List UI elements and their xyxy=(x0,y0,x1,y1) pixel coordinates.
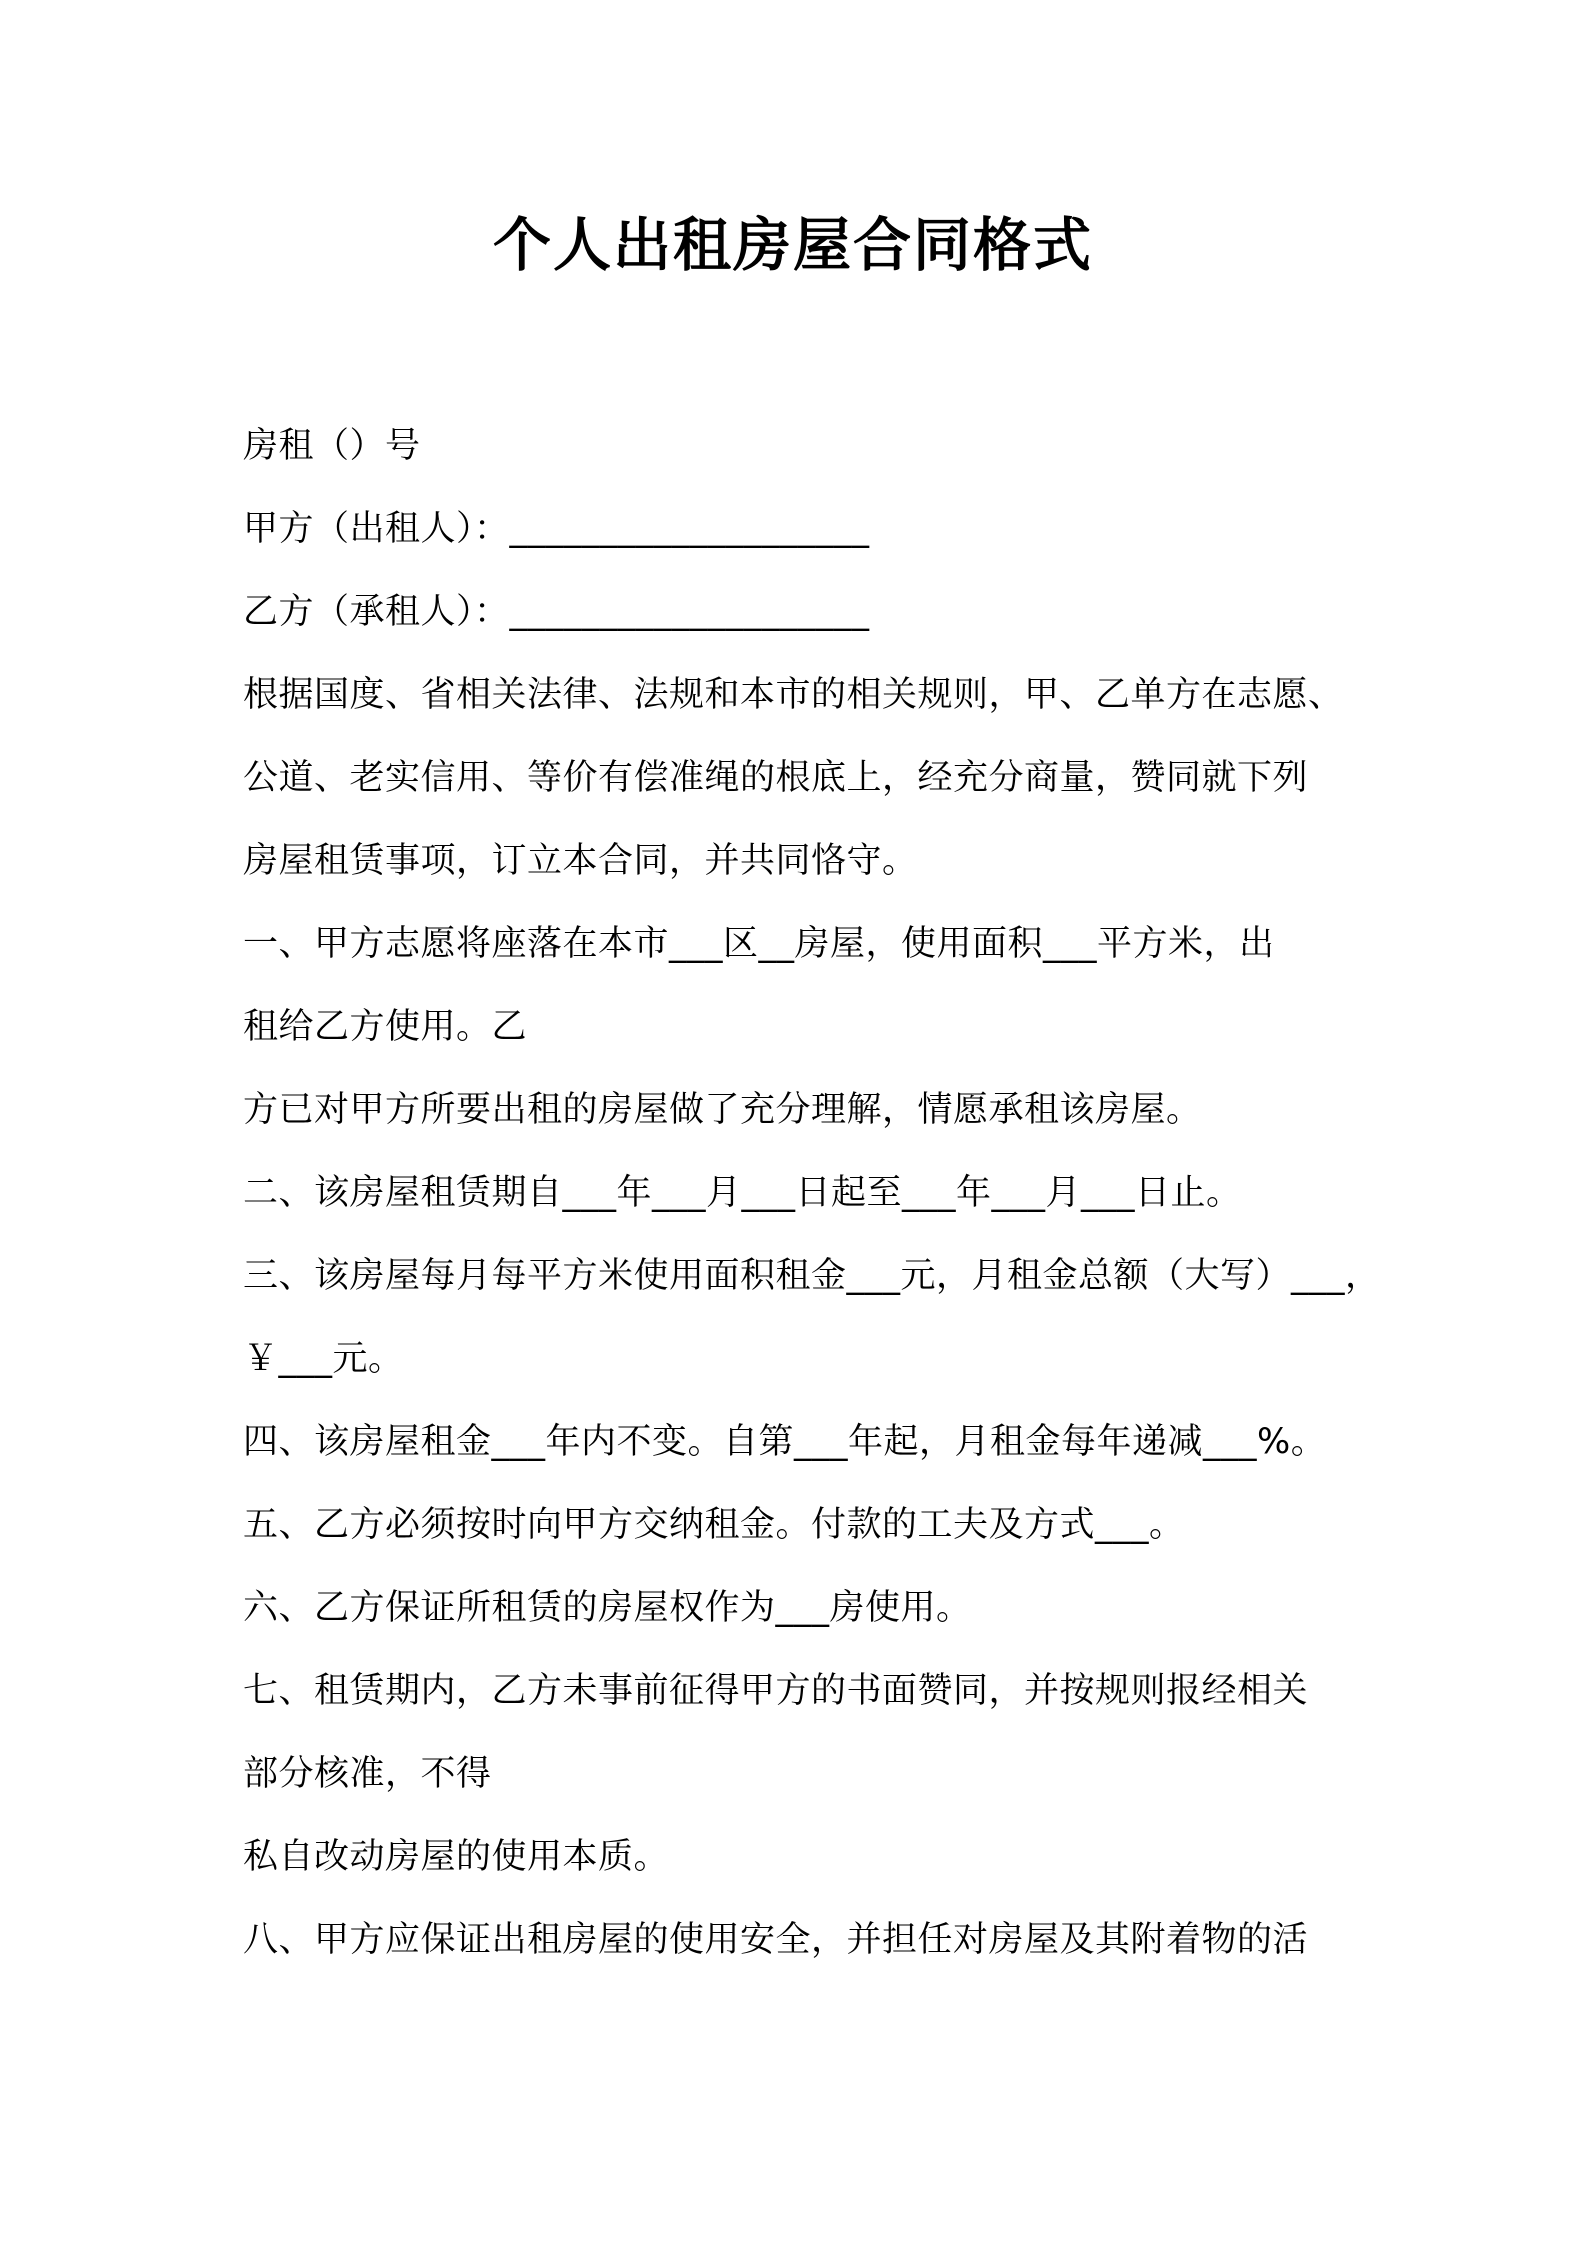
clause-4-line: 四、该房屋租金___年内不变。自第___年起，月租金每年递减___%。 xyxy=(243,1422,1327,1462)
party-b-line: 乙方（承租人）：____________________ xyxy=(243,592,870,632)
clause-5-line: 五、乙方必须按时向甲方交纳租金。付款的工夫及方式___。 xyxy=(243,1505,1185,1545)
document-body xyxy=(243,405,1381,1982)
clause-3-line: ￥___元。 xyxy=(243,1339,404,1379)
clause-3-line: 三、该房屋每月每平方米使用面积租金___元，月租金总额（大写）___， xyxy=(243,1256,1381,1296)
preamble-line: 房屋租赁事项，订立本合同，并共同恪守。 xyxy=(243,841,918,881)
document-title: 个人出租房屋合同格式 xyxy=(492,211,1093,279)
clause-1-line: 租给乙方使用。乙 xyxy=(243,1007,528,1047)
clause-6-line: 六、乙方保证所租赁的房屋权作为___房使用。 xyxy=(243,1588,972,1628)
clause-7-line: 七、租赁期内，乙方未事前征得甲方的书面赞同，并按规则报经相关 xyxy=(243,1671,1309,1711)
clause-2-line: 二、该房屋租赁期自___年___月___日起至___年___月___日止。 xyxy=(243,1173,1242,1213)
clause-1-line: 方已对甲方所要出租的房屋做了充分理解，情愿承租该房屋。 xyxy=(243,1090,1202,1130)
clause-7-line: 私自改动房屋的使用本质。 xyxy=(243,1837,670,1877)
party-a-line: 甲方（出租人）：____________________ xyxy=(243,509,870,549)
preamble-line: 根据国度、省相关法律、法规和本市的相关规则，甲、乙单方在志愿、 xyxy=(243,675,1344,715)
contract-number-line: 房租（）号 xyxy=(243,426,421,466)
clause-8-line: 八、甲方应保证出租房屋的使用安全，并担任对房屋及其附着物的活 xyxy=(243,1920,1309,1960)
preamble-line: 公道、老实信用、等价有偿准绳的根底上，经充分商量，赞同就下列 xyxy=(243,758,1309,798)
clause-1-line: 一、甲方志愿将座落在本市___区__房屋，使用面积___平方米，出 xyxy=(243,924,1275,964)
clause-7-line: 部分核准，不得 xyxy=(243,1754,492,1794)
